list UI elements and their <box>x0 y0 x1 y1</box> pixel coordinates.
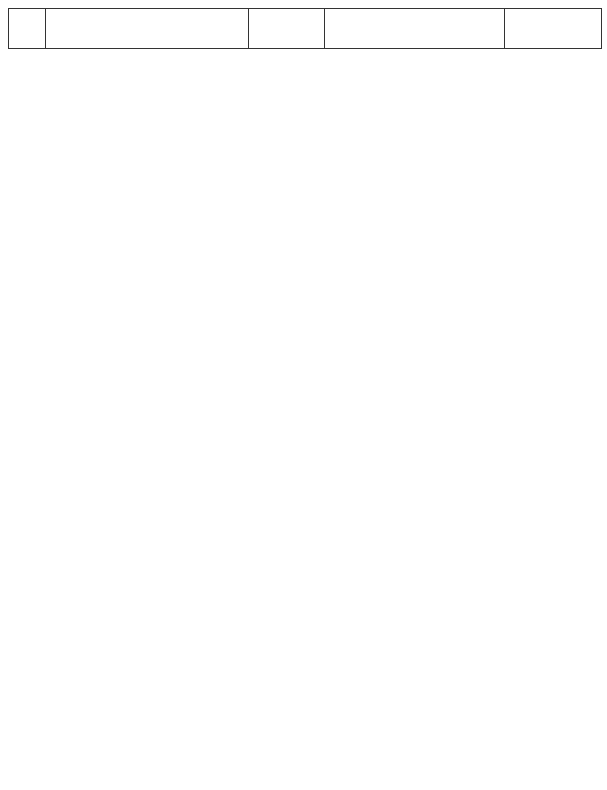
header-name <box>325 9 505 49</box>
major-table <box>8 8 602 49</box>
table-header-row <box>9 9 602 49</box>
header-seq <box>9 9 46 49</box>
header-exam <box>505 9 602 49</box>
header-undergrad <box>46 9 249 49</box>
header-code <box>249 9 325 49</box>
